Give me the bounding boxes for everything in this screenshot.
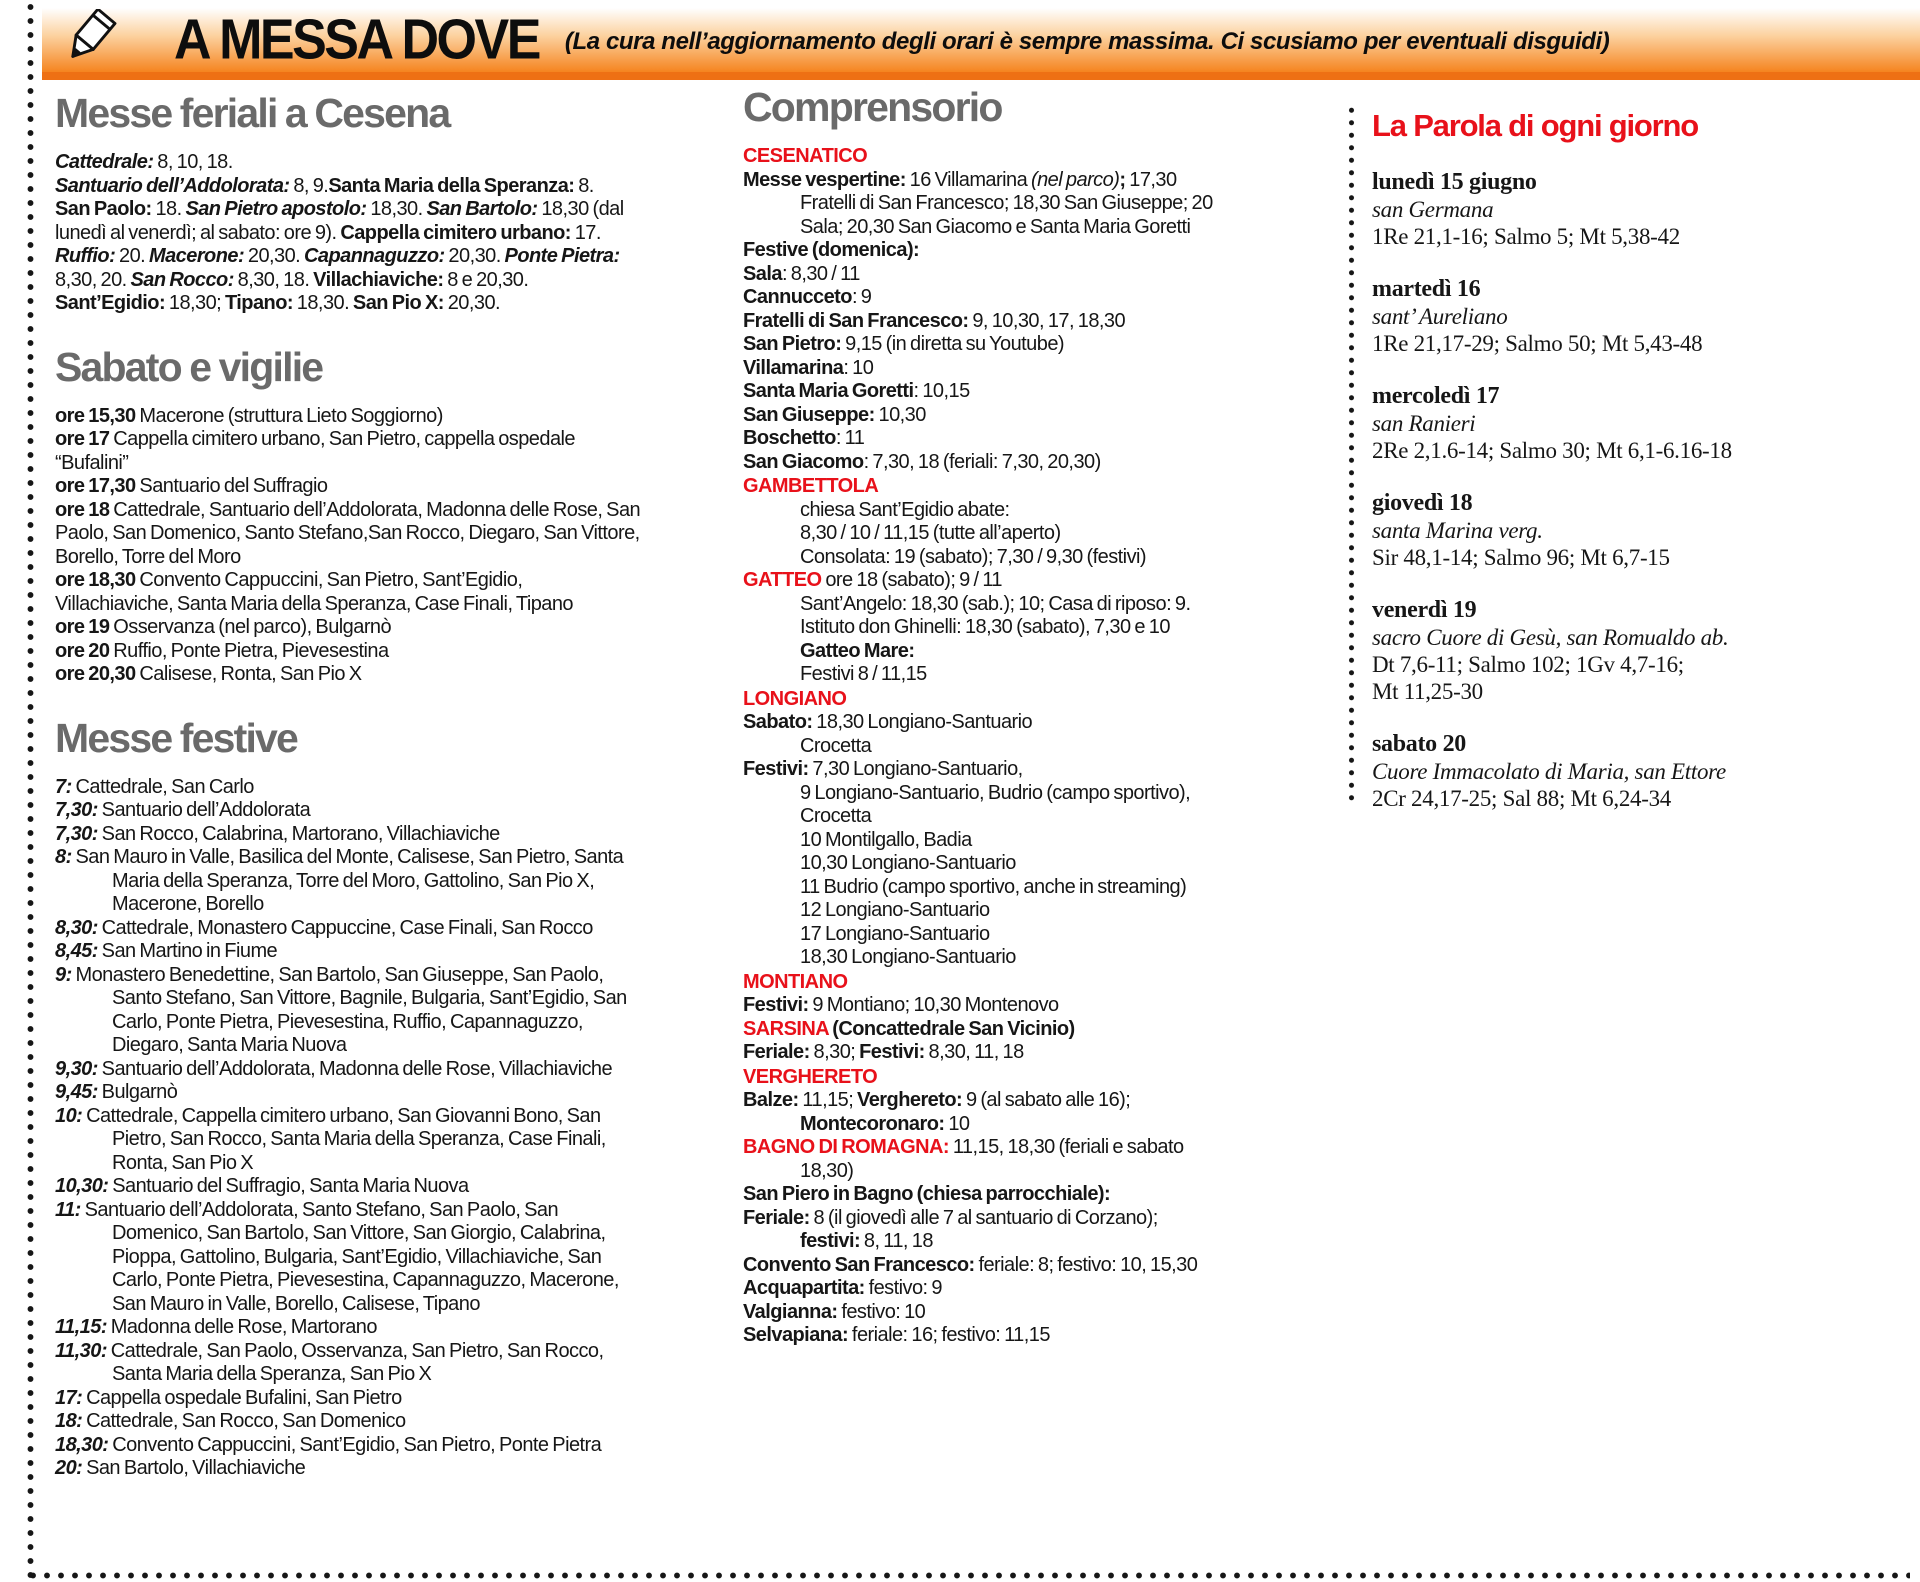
readings-line: Mt 11,25-30 [1372,679,1483,704]
schedule-line: 10 Montilgallo, Badia [800,828,972,851]
schedule-line: Sant’Egidio: 18,30; Tipano: 18,30. San Pio X: 20,30. [55,292,501,315]
town-heading: VERGHERETO [743,1065,878,1088]
schedule-line: 18,30: Convento Cappuccini, Sant’Egidio, San Pietro, Ponte Pietra [55,1433,602,1456]
schedule-line: 20: San Bartolo, Villachiaviche [55,1457,306,1480]
la-parola-body [1372,169,1912,812]
page-title: A MESSA DOVE [174,8,539,72]
town-heading: GAMBETTOLA [743,475,879,498]
left-section [55,714,643,1481]
schedule-line: Fratelli di San Francesco: 9, 10,30, 17, 18,30 [743,309,1126,332]
saint-name: san Ranieri [1372,411,1476,436]
header-note: (La cura nell’aggiornamento degli orari è sempre massima. Ci scusiamo per eventuali disguidi) [564,28,1610,55]
day-name: venerdì 19 [1372,597,1477,623]
schedule-line: Crocetta [800,734,872,757]
schedule-line: BAGNO DI ROMAGNA: 11,15, 18,30 (feriali e sabato 18,30) [743,1136,1184,1182]
day-block [1372,276,1912,357]
section-title: Messe feriali a Cesena [55,90,450,136]
day-name: mercoledì 17 [1372,383,1500,409]
section-title: Messe festive [55,714,298,761]
schedule-line: ore 20 Ruffio, Ponte Pietra, Pievesestina [55,639,389,662]
readings-line: 2Re 2,1.6-14; Salmo 30; Mt 6,1-6.16-18 [1372,438,1732,463]
schedule-line: Festivi: 9 Montiano; 10,30 Montenovo [743,994,1059,1017]
column-comprensorio [743,86,1221,1348]
schedule-line: 10,30: Santuario del Suffragio, Santa Maria Nuova [55,1175,469,1198]
saint-name: san Germana [1372,197,1494,222]
schedule-line: 10,30 Longiano-Santuario [800,852,1016,875]
column-messe-cesena [55,92,643,1481]
schedule-line: 9 Longiano-Santuario, Budrio (campo sportivo), [800,781,1191,804]
left-section [55,92,643,316]
schedule-line: chiesa Sant’Egidio abate: [800,498,1010,521]
day-block [1372,731,1912,812]
page-edge-dotted-bottom [26,1571,1910,1580]
town-heading: LONGIANO [743,687,847,710]
schedule-line: 11,15: Madonna delle Rose, Martorano [55,1316,377,1339]
readings-line: 1Re 21,17-29; Salmo 50; Mt 5,43-48 [1372,331,1703,356]
schedule-line: Sant’Angelo: 18,30 (sab.); 10; Casa di riposo: 9. [800,592,1191,615]
schedule-line: Crocetta [800,805,872,828]
schedule-line: 11,30: Cattedrale, San Paolo, Osservanza, San Pietro, San Rocco, Santa Maria della Speranza, San Pio X [55,1339,604,1386]
schedule-line: Cannucceto: 9 [743,286,872,309]
schedule-line: 10: Cattedrale, Cappella cimitero urbano, San Giovanni Bono, San Pietro, San Rocco, Santa Maria della Speranza, Case Finali, Ronta, San Pio X [55,1104,606,1174]
schedule-line: 8,30: Cattedrale, Monastero Cappuccine, Case Finali, San Rocco [55,916,593,939]
saint-name: sacro Cuore di Gesù, san Romualdo ab. [1372,625,1729,650]
schedule-line: ore 19 Osservanza (nel parco), Bulgarnò [55,616,392,639]
pencil-icon [60,9,122,71]
readings-line: 1Re 21,1-16; Salmo 5; Mt 5,38-42 [1372,224,1680,249]
schedule-line: Festivi: 7,30 Longiano-Santuario, [743,758,1023,781]
dotted-divider [1348,104,1355,804]
schedule-line: ore 18,30 Convento Cappuccini, San Pietro, Sant’Egidio, Villachiaviche, Santa Maria della Speranza, Case Finali, Tipano [55,569,574,615]
schedule-line: Cattedrale: 8, 10, 18. [55,151,233,174]
schedule-line: 11: Santuario dell’Addolorata, Santo Stefano, San Paolo, San Domenico, San Bartolo, San Vittore, San Giorgio, Calabrina, Pioppa, Gattolino, Bulgaria, Sant’Egidio, Villachiaviche, San Carlo, Ponte Pietra, Pievesestina, Capannaguzzo, Macerone, San Mauro in Valle, Borello, Calisese, Tipano [55,1198,619,1315]
schedule-line: 17: Cappella ospedale Bufalini, San Pietro [55,1386,402,1409]
day-block [1372,383,1912,464]
schedule-line: Santa Maria Goretti: 10,15 [743,380,970,403]
schedule-line: 8,30 / 10 / 11,15 (tutte all’aperto) [800,522,1061,545]
schedule-line: GATTEO ore 18 (sabato); 9 / 11 [743,569,1003,592]
header-bar [42,8,1920,80]
readings-line: Sir 48,1-14; Salmo 96; Mt 6,7-15 [1372,545,1670,570]
schedule-line: 7,30: Santuario dell’Addolorata [55,799,311,822]
schedule-line: Festive (domenica): [743,239,920,262]
section-title: Sabato e vigilie [55,343,323,390]
schedule-line: ore 15,30 Macerone (struttura Lieto Soggiorno) [55,404,443,427]
schedule-line: 9: Monastero Benedettine, San Bartolo, San Giuseppe, San Paolo, Santo Stefano, San Vittore, Bagnile, Bulgaria, Sant’Egidio, San Carlo, Ponte Pietra, Pievesestina, Ruffio, Capannaguzzo, Diegaro, Santa Maria Nuova [55,963,627,1057]
day-name: sabato 20 [1372,731,1466,757]
schedule-line: Gatteo Mare: [800,639,915,662]
schedule-line: Convento San Francesco: feriale: 8; festivo: 10, 15,30 [743,1253,1198,1276]
la-parola-title: La Parola di ogni giorno [1372,108,1698,143]
schedule-line: Santuario dell’Addolorata: 8, 9.Santa Maria della Speranza: 8. [55,174,594,197]
schedule-line: 8,45: San Martino in Fiume [55,940,278,963]
schedule-line: San Giacomo: 7,30, 18 (feriali: 7,30, 20,30) [743,450,1101,473]
town-heading: CESENATICO [743,145,868,168]
schedule-line: Messe vespertine: 16 Villamarina (nel parco); 17,30 Fratelli di San Francesco; 18,30 San Giuseppe; 20 Sala; 20,30 San Giacomo e Santa Maria Goretti [743,168,1213,238]
schedule-line: San Giuseppe: 10,30 [743,403,926,426]
schedule-line: 17 Longiano-Santuario [800,922,990,945]
comprensorio-title: Comprensorio [743,84,1002,130]
day-block [1372,597,1912,705]
column-la-parola [1372,108,1912,838]
schedule-line: 18: Cattedrale, San Rocco, San Domenico [55,1410,406,1433]
left-section [55,343,643,687]
day-name: giovedì 18 [1372,490,1473,516]
schedule-line: Selvapiana: feriale: 16; festivo: 11,15 [743,1324,1050,1347]
day-name: martedì 16 [1372,276,1481,302]
schedule-line: 7: Cattedrale, San Carlo [55,775,254,798]
schedule-line: Montecoronaro: 10 [800,1112,970,1135]
saint-name: santa Marina verg. [1372,518,1543,543]
schedule-line: Ruffio: 20. Macerone: 20,30. Capannaguzzo: 20,30. Ponte Pietra: 8,30, 20. San Rocco: 8,30, 18. Villachiaviche: 8 e 20,30. [55,245,620,291]
saint-name: sant’ Aureliano [1372,304,1508,329]
schedule-line: Valgianna: festivo: 10 [743,1300,926,1323]
saint-name: Cuore Immacolato di Maria, san Ettore [1372,759,1726,784]
schedule-line: 8: San Mauro in Valle, Basilica del Monte, Calisese, San Pietro, Santa Maria della Speranza, Torre del Moro, Gattolino, San Pio X, Macerone, Borello [55,846,624,916]
day-block [1372,169,1912,250]
schedule-line: Istituto don Ghinelli: 18,30 (sabato), 7,30 e 10 [800,616,1170,639]
schedule-line: Boschetto: 11 [743,427,865,450]
schedule-line: Festivi 8 / 11,15 [800,663,927,686]
schedule-line: ore 17 Cappella cimitero urbano, San Pietro, cappella ospedale “Bufalini” [55,428,575,474]
schedule-line: ore 20,30 Calisese, Ronta, San Pio X [55,663,362,686]
schedule-line: 9,45: Bulgarnò [55,1081,178,1104]
schedule-line: Sala: 8,30 / 11 [743,262,860,285]
schedule-line: ore 18 Cattedrale, Santuario dell’Addolorata, Madonna delle Rose, San Paolo, San Domenico, Santo Stefano,San Rocco, Diegaro, San Vittore, Borello, Torre del Moro [55,498,641,568]
schedule-line: San Pietro: 9,15 (in diretta su Youtube) [743,333,1064,356]
schedule-line: 9,30: Santuario dell’Addolorata, Madonna delle Rose, Villachiaviche [55,1057,613,1080]
schedule-line: 18,30 Longiano-Santuario [800,946,1016,969]
day-block [1372,490,1912,571]
schedule-line: Feriale: 8,30; Festivi: 8,30, 11, 18 [743,1041,1024,1064]
schedule-line: San Paolo: 18. San Pietro apostolo: 18,30. San Bartolo: 18,30 (dal lunedì al venerdì; al sabato: ore 9). Cappella cimitero urbano: 17. [55,198,624,244]
schedule-line: 11 Budrio (campo sportivo, anche in streaming) [800,875,1187,898]
schedule-line: ore 17,30 Santuario del Suffragio [55,475,328,498]
schedule-line: Consolata: 19 (sabato); 7,30 / 9,30 (festivi) [800,545,1147,568]
readings-line: 2Cr 24,17-25; Sal 88; Mt 6,24-34 [1372,786,1671,811]
readings-line: Dt 7,6-11; Salmo 102; 1Gv 4,7-16; [1372,652,1684,677]
page-edge-dotted-left [26,0,35,1582]
schedule-line: Villamarina: 10 [743,356,874,379]
schedule-line: San Piero in Bagno (chiesa parrocchiale): [743,1183,1111,1206]
schedule-line: SARSINA (Concattedrale San Vicinio) [743,1017,1075,1040]
schedule-line: Feriale: 8 (il giovedì alle 7 al santuario di Corzano); festivi: 8, 11, 18 [743,1206,1158,1253]
comprensorio-body [743,145,1221,1348]
schedule-line: Sabato: 18,30 Longiano-Santuario [743,711,1033,734]
schedule-line: 7,30: San Rocco, Calabrina, Martorano, Villachiaviche [55,822,500,845]
day-name: lunedì 15 giugno [1372,169,1537,195]
schedule-line: Balze: 11,15; Verghereto: 9 (al sabato alle 16); [743,1089,1131,1112]
town-heading: MONTIANO [743,970,848,993]
schedule-line: 12 Longiano-Santuario [800,899,990,922]
schedule-line: Acquapartita: festivo: 9 [743,1277,942,1300]
